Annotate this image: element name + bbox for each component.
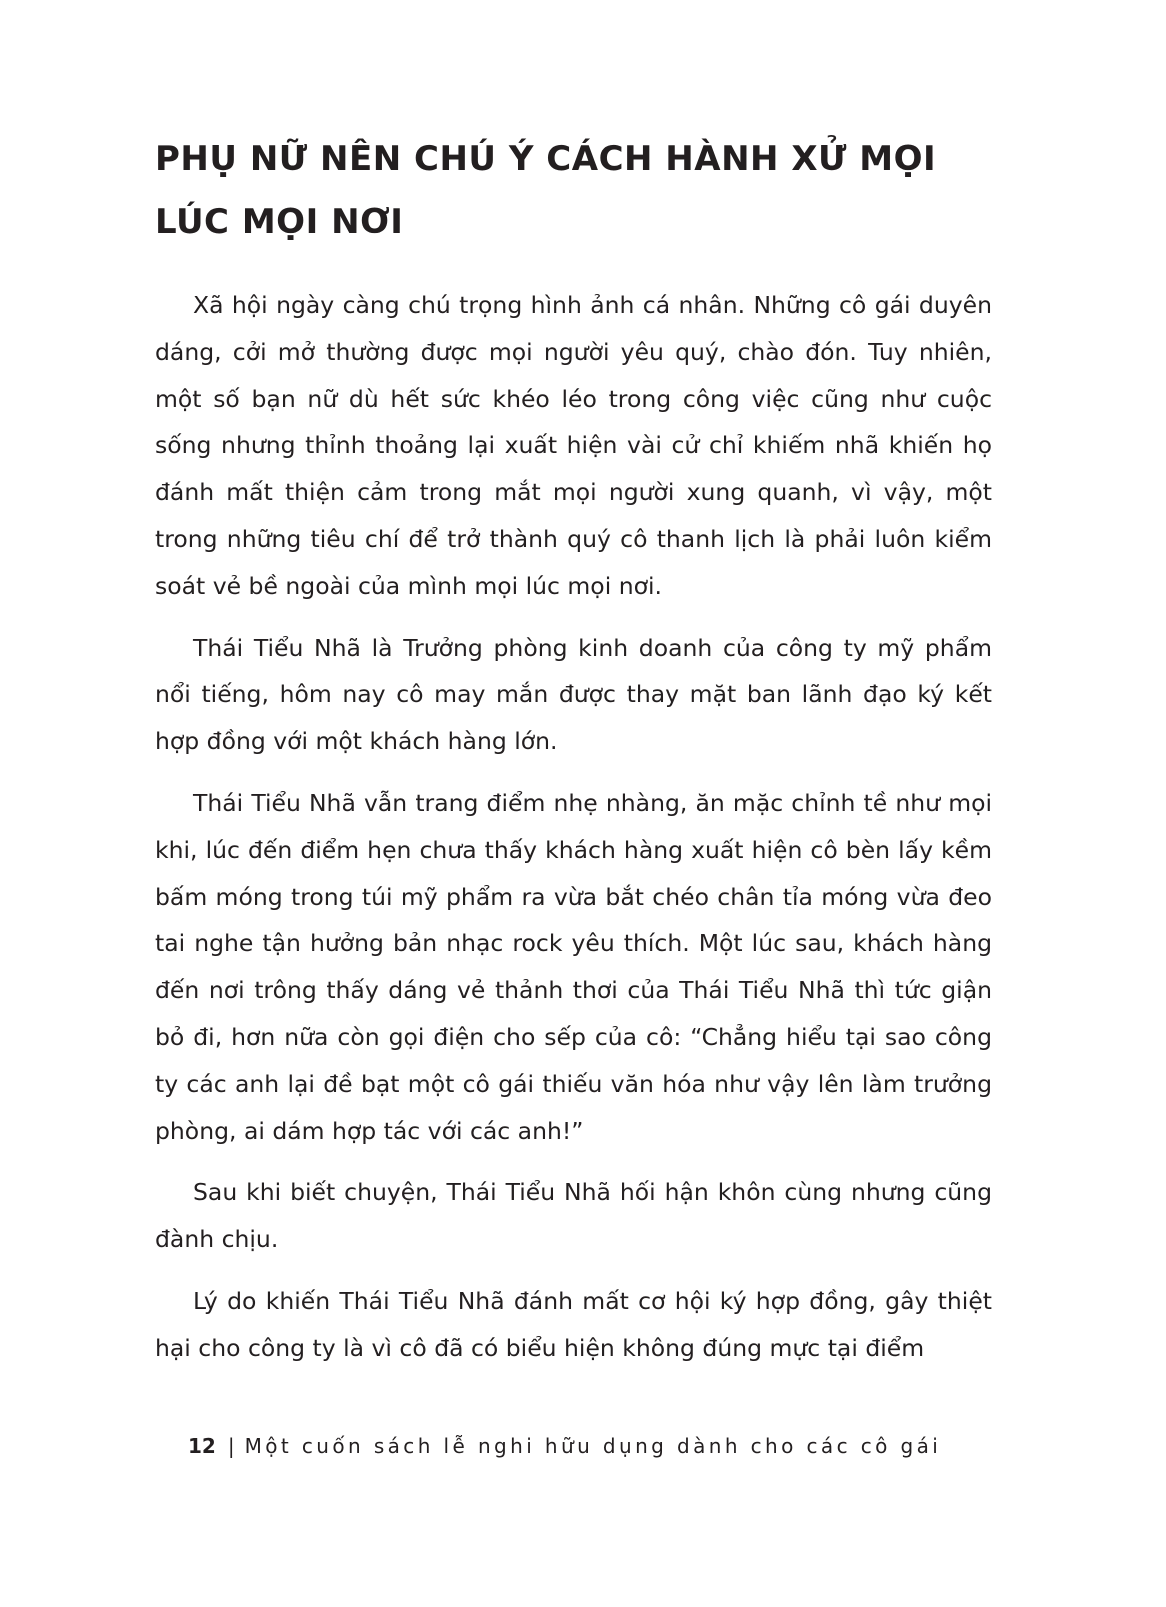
paragraph-intro: Xã hội ngày càng chú trọng hình ảnh cá nhân. Những cô gái duyên dáng, cởi mở thường được mọi người yêu quý, chào đón. Tuy nhiên, một số bạn nữ dù hết sức khéo léo trong công việc cũng như cuộc sống nhưng thỉnh thoảng lại xuất hiện vài cử chỉ khiếm nhã khiến họ đánh mất thiện cảm trong mắt mọi người xung quanh, vì vậy, một trong những tiêu chí để trở thành quý cô thanh lịch là phải luôn kiểm soát vẻ bề ngoài của mình mọi lúc mọi nơi. [155,291,992,600]
paragraph-story-setup: Thái Tiểu Nhã là Trưởng phòng kinh doanh của công ty mỹ phẩm nổi tiếng, hôm nay cô may mắn được thay mặt ban lãnh đạo ký kết hợp đồng với một khách hàng lớn. [155,633,992,756]
paragraph-story-event: Thái Tiểu Nhã vẫn trang điểm nhẹ nhàng, ăn mặc chỉnh tề như mọi khi, lúc đến điểm hẹn chưa thấy khách hàng xuất hiện cô bèn lấy kềm bấm móng trong túi mỹ phẩm ra vừa bắt chéo chân tỉa móng vừa đeo tai nghe tận hưởng bản nhạc rock yêu thích. Một lúc sau, khách hàng đến nơi trông thấy dáng vẻ thảnh thơi của Thái Tiểu Nhã thì tức giận bỏ đi, hơn nữa còn gọi điện cho sếp của cô: “Chẳng hiểu tại sao công ty các anh lại đề bạt một cô gái thiếu văn hóa như vậy lên làm trưởng phòng, ai dám hợp tác với các anh!” [155,788,992,1145]
paragraph-story-aftermath: Sau khi biết chuyện, Thái Tiểu Nhã hối hận khôn cùng nhưng cũng đành chịu. [155,1178,992,1254]
page-footer [188,1428,941,1464]
footer-separator: | [227,1434,235,1458]
chapter-title: PHỤ NỮ NÊN CHÚ Ý CÁCH HÀNH XỬ MỌI LÚC MỌI NƠI [155,139,937,242]
running-book-title: Một cuốn sách lễ nghi hữu dụng dành cho các cô gái [244,1434,942,1458]
body-text [155,282,992,1387]
page-number: 12 [188,1434,216,1458]
paragraph-analysis: Lý do khiến Thái Tiểu Nhã đánh mất cơ hội ký hợp đồng, gây thiệt hại cho công ty là vì cô đã có biểu hiện không đúng mực tại điểm [155,1286,992,1362]
